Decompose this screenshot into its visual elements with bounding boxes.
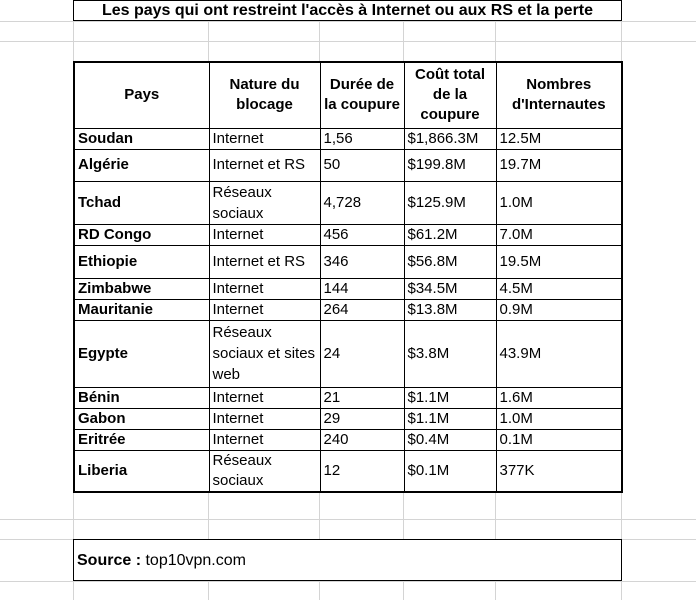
duration-cell[interactable]: 1,56 (320, 128, 404, 149)
users-cell[interactable]: 7.0M (496, 224, 622, 245)
cost-cell[interactable]: $34.5M (404, 278, 496, 299)
cost-cell[interactable]: $1,866.3M (404, 128, 496, 149)
duration-cell[interactable]: 50 (320, 149, 404, 181)
duration-cell[interactable]: 240 (320, 429, 404, 450)
duration-cell[interactable]: 29 (320, 408, 404, 429)
source-cell[interactable] (73, 539, 622, 581)
country-cell[interactable]: Soudan (74, 128, 209, 149)
country-cell[interactable]: Algérie (74, 149, 209, 181)
duration-cell[interactable]: 456 (320, 224, 404, 245)
cost-cell[interactable]: $61.2M (404, 224, 496, 245)
countries-table (73, 61, 623, 493)
users-cell[interactable]: 377K (496, 450, 622, 492)
block-type-cell[interactable]: Réseaux sociaux et sites web (209, 320, 320, 387)
duration-cell[interactable]: 21 (320, 387, 404, 408)
cost-cell[interactable]: $1.1M (404, 387, 496, 408)
table-row (74, 429, 622, 450)
users-cell[interactable]: 1.6M (496, 387, 622, 408)
header-total-cost[interactable]: Coût total de la coupure (404, 62, 496, 128)
country-cell[interactable]: Eritrée (74, 429, 209, 450)
sheet-title[interactable]: Les pays qui ont restreint l'accès à Internet ou aux RS et la perte (73, 0, 622, 21)
country-cell[interactable]: Egypte (74, 320, 209, 387)
block-type-cell[interactable]: Internet (209, 224, 320, 245)
table-row (74, 224, 622, 245)
users-cell[interactable]: 12.5M (496, 128, 622, 149)
table-row (74, 245, 622, 278)
cost-cell[interactable]: $0.1M (404, 450, 496, 492)
duration-cell[interactable]: 12 (320, 450, 404, 492)
table-row (74, 278, 622, 299)
duration-cell[interactable]: 4,728 (320, 181, 404, 224)
block-type-cell[interactable]: Internet et RS (209, 149, 320, 181)
duration-cell[interactable]: 346 (320, 245, 404, 278)
header-internet-users[interactable]: Nombres d'Internautes (496, 62, 622, 128)
cost-cell[interactable]: $56.8M (404, 245, 496, 278)
block-type-cell[interactable]: Internet (209, 278, 320, 299)
country-cell[interactable]: Zimbabwe (74, 278, 209, 299)
users-cell[interactable]: 43.9M (496, 320, 622, 387)
header-country[interactable]: Pays (74, 62, 209, 128)
cost-cell[interactable]: $13.8M (404, 299, 496, 320)
grid-line (0, 519, 696, 520)
table-row (74, 387, 622, 408)
duration-cell[interactable]: 24 (320, 320, 404, 387)
users-cell[interactable]: 1.0M (496, 181, 622, 224)
table-row (74, 149, 622, 181)
source-label: Source : (77, 552, 142, 569)
block-type-cell[interactable]: Internet (209, 299, 320, 320)
grid-line (0, 21, 696, 22)
country-cell[interactable]: RD Congo (74, 224, 209, 245)
users-cell[interactable]: 0.9M (496, 299, 622, 320)
block-type-cell[interactable]: Réseaux sociaux (209, 450, 320, 492)
country-cell[interactable]: Mauritanie (74, 299, 209, 320)
table-row (74, 181, 622, 224)
cost-cell[interactable]: $0.4M (404, 429, 496, 450)
country-cell[interactable]: Liberia (74, 450, 209, 492)
header-block-type[interactable]: Nature du blocage (209, 62, 320, 128)
country-cell[interactable]: Bénin (74, 387, 209, 408)
users-cell[interactable]: 19.7M (496, 149, 622, 181)
cost-cell[interactable]: $199.8M (404, 149, 496, 181)
header-duration[interactable]: Durée de la coupure (320, 62, 404, 128)
table-row (74, 128, 622, 149)
block-type-cell[interactable]: Internet (209, 429, 320, 450)
table-row (74, 408, 622, 429)
block-type-cell[interactable]: Internet (209, 128, 320, 149)
cost-cell[interactable]: $3.8M (404, 320, 496, 387)
users-cell[interactable]: 19.5M (496, 245, 622, 278)
duration-cell[interactable]: 144 (320, 278, 404, 299)
country-cell[interactable]: Gabon (74, 408, 209, 429)
block-type-cell[interactable]: Réseaux sociaux (209, 181, 320, 224)
duration-cell[interactable]: 264 (320, 299, 404, 320)
header-row (74, 62, 622, 128)
users-cell[interactable]: 0.1M (496, 429, 622, 450)
users-cell[interactable]: 1.0M (496, 408, 622, 429)
users-cell[interactable]: 4.5M (496, 278, 622, 299)
table-row (74, 299, 622, 320)
country-cell[interactable]: Ethiopie (74, 245, 209, 278)
block-type-cell[interactable]: Internet et RS (209, 245, 320, 278)
block-type-cell[interactable]: Internet (209, 387, 320, 408)
block-type-cell[interactable]: Internet (209, 408, 320, 429)
cost-cell[interactable]: $125.9M (404, 181, 496, 224)
country-cell[interactable]: Tchad (74, 181, 209, 224)
table-row (74, 320, 622, 387)
cost-cell[interactable]: $1.1M (404, 408, 496, 429)
source-value: top10vpn.com (145, 552, 246, 569)
table-row (74, 450, 622, 492)
grid-line (0, 41, 696, 42)
